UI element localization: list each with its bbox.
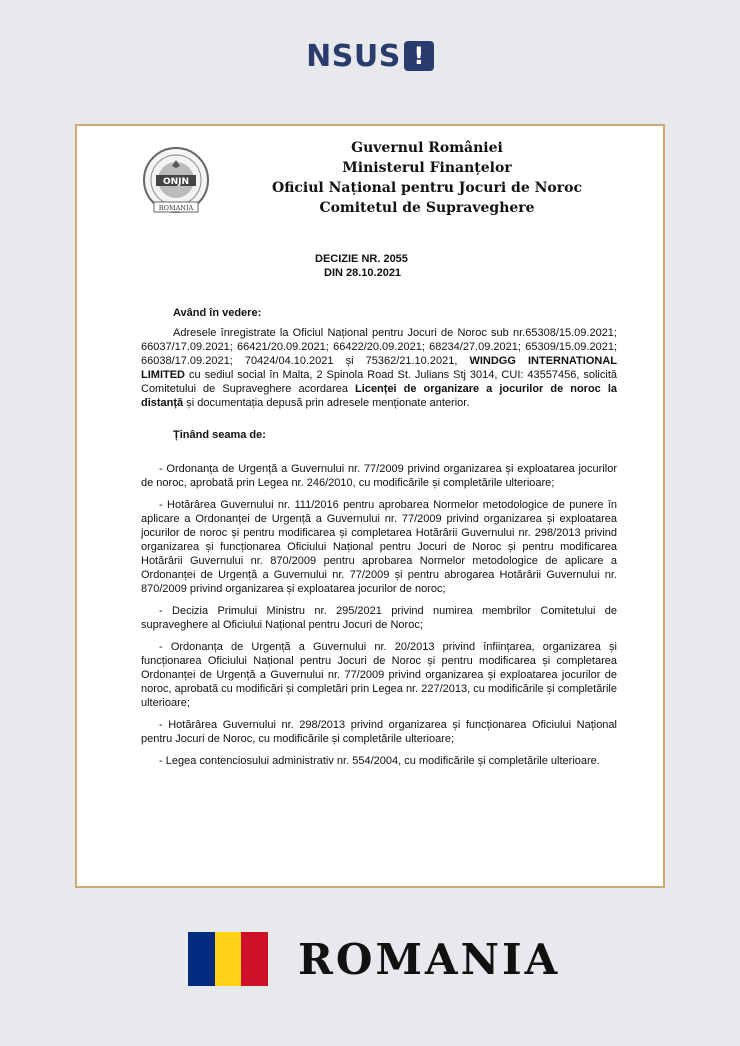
legal-basis-item: - Decizia Primului Ministru nr. 295/2021 privind numirea membrilor Comitetului de supraveghere al Oficiului Național pentru Jocuri de Noroc; bbox=[141, 605, 617, 631]
document-page bbox=[75, 124, 665, 888]
document-header bbox=[257, 138, 597, 218]
seal-text: ONJN bbox=[162, 177, 190, 187]
considering-text-middle: cu sediul social în Malta, 2 Spinola Road St. Julians Stj 3014, CUI: 43557456, solicită Comitetului de Supraveghere acordarea bbox=[141, 369, 617, 395]
country-name: ROMANIA bbox=[298, 934, 561, 984]
considering-heading: Având în vedere: bbox=[173, 307, 262, 319]
considering-text-before: Adresele înregistrate la Oficiul Național pentru Jocuri de Noroc sub nr.65308/15.09.2021; 66037/17.09.2021; 66421/20.09.2021; 66422/20.09.2021; 68234/27.09.2021; 65309/15.09.2021; 66038/17.09.2021; 70424/04.10.2021 și 75362/21.10.2021, bbox=[141, 327, 617, 367]
brand-name: NSUS bbox=[306, 38, 401, 74]
legal-basis-item: - Hotărârea Guvernului nr. 111/2016 pentru aprobarea Normelor metodologice de punere în aplicare a Ordonanței de Urgență a Guvernului nr. 77/2009 privind organizarea și exploatarea jocurilor de noroc și pentru modificarea și completarea Hotărârii Guvernului nr. 298/2013 privind organizarea și funcționarea Oficiului Național pentru Jocuri de Noroc și pentru modificarea Hotărârii Guvernului nr. 870/2009 pentru aprobarea Normelor metodologice de aplicare a Ordonanței de Urgență a Guvernului nr. 77/2009 și pentru abrogarea Hotărârii Guvernului nr. 870/2009 privind organizarea și exploatarea jocurilor de noroc; bbox=[141, 499, 617, 595]
legal-basis-item: - Legea contenciosului administrativ nr. 554/2004, cu modificările și completările ulterioare. bbox=[159, 755, 600, 767]
seal-bottom-text: ROMANIA bbox=[158, 204, 194, 212]
document-body bbox=[141, 306, 617, 776]
flag-stripe-blue bbox=[188, 932, 215, 986]
decision-block bbox=[315, 252, 408, 280]
header-line-3: Oficiul Național pentru Jocuri de Noroc bbox=[272, 180, 582, 196]
flag-stripe-yellow bbox=[215, 932, 242, 986]
company-name: WINDGG INTERNATIONAL LIMITED bbox=[141, 355, 617, 381]
brand-badge-icon: ! bbox=[404, 41, 434, 71]
onjn-seal-icon bbox=[140, 146, 212, 218]
header-line-2: Ministerul Finanțelor bbox=[342, 160, 512, 176]
considering-paragraph bbox=[141, 326, 617, 410]
romania-flag-icon bbox=[188, 932, 268, 986]
decision-date: DIN 28.10.2021 bbox=[324, 267, 402, 279]
legal-basis-item: - Hotărârea Guvernului nr. 298/2013 privind organizarea și funcționarea Oficiului Național pentru Jocuri de Noroc, cu modificările și completările ulterioare; bbox=[141, 719, 617, 745]
header-line-1: Guvernul României bbox=[351, 140, 503, 156]
flag-stripe-red bbox=[241, 932, 268, 986]
brand-logo bbox=[0, 36, 740, 76]
country-banner bbox=[188, 930, 560, 988]
header-line-4: Comitetul de Supraveghere bbox=[319, 200, 535, 216]
decision-number: DECIZIE NR. 2055 bbox=[315, 253, 408, 265]
taking-into-account-heading: Ținând seama de: bbox=[173, 429, 266, 441]
legal-basis-item: - Ordonanța de Urgență a Guvernului nr. 77/2009 privind organizarea și exploatarea jocurilor de noroc, aprobată prin Legea nr. 246/2010, cu modificările și completările ulterioare; bbox=[141, 463, 617, 489]
considering-text-after: și documentația depusă prin adresele menționate anterior. bbox=[186, 397, 470, 409]
license-name: Licenței de organizare a jocurilor de noroc la distanță bbox=[141, 383, 618, 409]
legal-basis-item: - Ordonanța de Urgență a Guvernului nr. 20/2013 privind înființarea, organizarea și funcționarea Oficiului Național pentru Jocuri de Noroc și pentru modificarea și completarea Ordonanței de Urgență a Guvernului nr. 77/2009 privind organizarea și exploatarea jocurilor de noroc, aprobată cu modificări și completări prin Legea nr. 227/2013, cu modificările și completările ulterioare; bbox=[141, 641, 617, 709]
